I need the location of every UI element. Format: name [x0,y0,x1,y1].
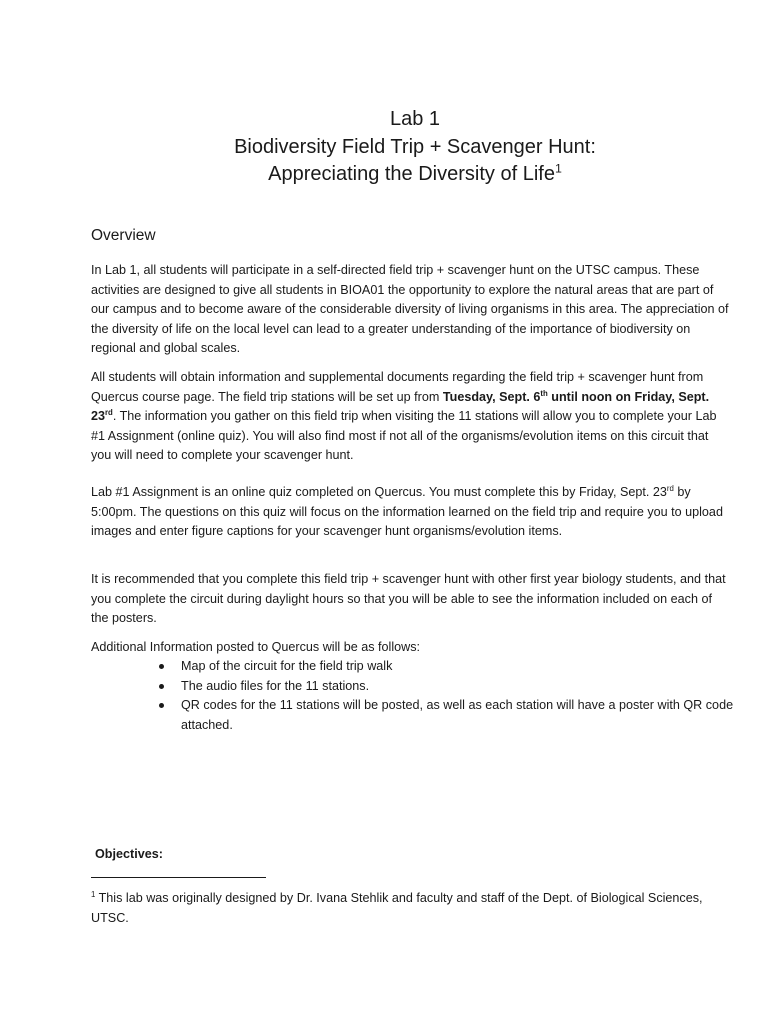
p3-date-suffix: rd [666,483,674,493]
list-item-text: Map of the circuit for the field trip walk [181,659,393,673]
p2-text-b: . The information you gather on this field trip when visiting the 11 stations will allow you to complete your Lab #1 Assignment (online quiz). You will also find most if not all of the organisms/evolution items on this circuit that you will need to complete your scavenger hunt. [91,409,717,462]
document-title [0,106,768,189]
title-line-3 [0,161,768,189]
list-item-text: The audio files for the 11 stations. [181,678,370,693]
p2-date-end: until noon on Friday, Sept. 23 [91,389,710,423]
list-item-text: QR codes for the 11 stations will be posted, as well as each station will have a poster with QR code attached. [181,698,734,732]
overview-paragraph-4 [91,570,731,629]
p2-date-start: Tuesday, Sept. 6 [442,389,541,404]
p3-text-b: by 5:00pm. The questions on this quiz will focus on the information learned on the field trip and require you to upload images and enter figure captions for your scavenger hunt organisms/evolution items. [91,485,723,538]
p2-text-a: All students will obtain information and supplemental documents regarding the field trip + scavenger hunt from Quercus course page. The field trip stations will be set up from [91,370,704,404]
p2-date-end-suffix: rd [105,407,113,417]
overview-paragraph-4-text: It is recommended that you complete this field trip + scavenger hunt with other first year biology students, and that you complete the circuit during daylight hours so that you will be able to see the information included on each of the posters. [91,572,726,625]
overview-paragraph-1 [91,261,731,359]
p2-date-start-suffix: th [540,388,548,398]
overview-paragraph-3 [91,483,731,542]
bullet-icon [159,703,164,708]
additional-info-list [157,657,737,735]
objectives-heading: Objectives: [95,847,163,861]
footnote [91,889,711,928]
bullet-icon [159,684,164,689]
title-line-3-text: Appreciating the Diversity of Life [268,163,555,185]
overview-paragraph-1-text: In Lab 1, all students will participate in a self-directed field trip + scavenger hunt on the UTSC campus. These activities are designed to give all students in BIOA01 the opportunity to explore the natural areas that are part of our campus and to become aware of the considerable diversity of living organisms in this area. The appreciation of the diversity of life on the local level can lead to a greater understanding of the importance of biodiversity on regional and global scales. [91,263,729,355]
title-line-1: Lab 1 [389,108,441,130]
title-line-2: Biodiversity Field Trip + Scavenger Hunt: [234,135,596,158]
list-item [157,696,737,735]
footnote-divider [91,877,266,878]
bullet-icon [159,664,164,669]
overview-paragraph-2-text [91,368,731,466]
overview-paragraph-2 [91,368,731,466]
overview-heading: Overview [91,227,156,244]
list-item [157,677,737,697]
overview-paragraph-5-text: Additional Information posted to Quercus will be as follows: [91,640,421,654]
overview-paragraph-5 [91,638,731,658]
list-item [157,657,737,677]
footnote-marker: 1 [91,889,96,899]
p3-text-a: Lab #1 Assignment is an online quiz completed on Quercus. You must complete this by Friday, Sept. 23 [91,485,667,499]
overview-paragraph-3-text [91,483,731,542]
footnote-text: This lab was originally designed by Dr. Ivana Stehlik and faculty and staff of the Dept. of Biological Sciences, UTSC. [91,891,703,925]
title-footnote-marker: 1 [554,161,562,176]
